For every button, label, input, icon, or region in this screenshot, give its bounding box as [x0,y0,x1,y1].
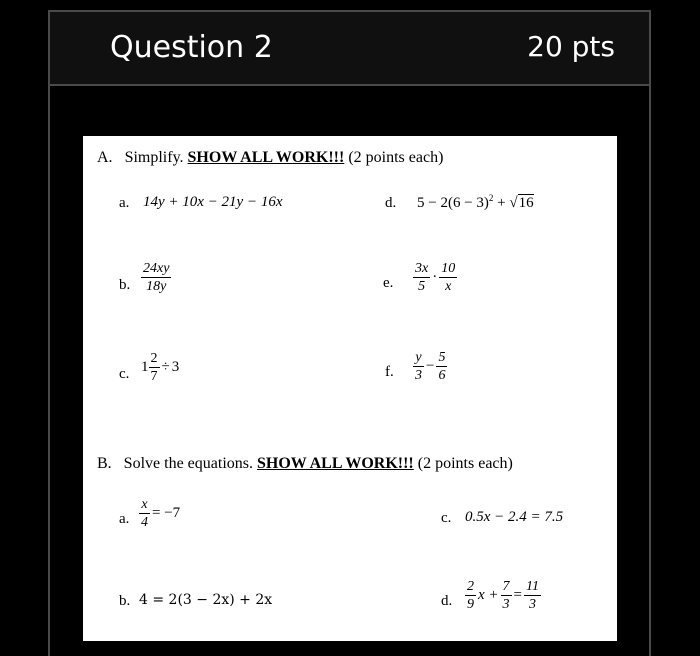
problem-b-c-expression: 0.5x − 2.4 = 7.5 [465,509,564,525]
problem-a-b-denominator: 18y [146,279,167,294]
problem-a-e-operator: · [432,268,438,285]
problem-a-e-num1: 3x [415,261,429,276]
problem-b-b-label: b. [119,593,131,609]
problem-a-c-numerator: 2 [150,351,158,366]
problem-a-c-expression [141,350,179,385]
worksheet-image [83,136,617,641]
problem-b-d-num1: 2 [467,579,474,594]
problem-b-d-label: d. [441,593,453,609]
problem-a-f-expression [413,349,447,384]
problem-b-d-num2: 7 [502,579,510,594]
question-header [48,10,651,86]
section-a-heading [97,149,443,167]
problem-b-a-label: a. [119,511,130,527]
problem-b-d-den1: 9 [467,597,474,612]
problem-a-f-label: f. [385,364,394,380]
section-a-label: A. [97,149,113,166]
sqrt-icon: √ [509,195,518,211]
problem-b-d-mid: x + [478,586,499,603]
section-b-label: B. [97,455,112,472]
problem-a-f-operator: − [426,357,435,374]
problem-a-d-exponent: 2 [488,193,494,203]
problem-a-e-num2: 10 [441,261,456,276]
problem-a-a-expression: 14y + 10x − 21y − 16x [143,194,283,210]
problem-b-c-label: c. [441,510,452,526]
problem-b-a-rhs: = −7 [152,504,181,521]
problem-a-e-expression [413,260,457,295]
problem-b-d-den2: 3 [502,597,510,612]
problem-a-f-den2: 6 [438,368,446,383]
problem-a-c-rhs: 3 [171,358,180,375]
section-b-note: (2 points each) [417,455,513,472]
problem-a-c-operator: ÷ [161,358,170,375]
problem-a-a-label: a. [119,195,130,211]
problem-a-d-radicand: 16 [518,195,534,211]
problem-b-d-expression [465,578,541,613]
problem-b-a-denominator: 4 [141,515,148,530]
problem-b-b-expression: 4 = 2(3 − 2x) + 2x [139,592,273,608]
problem-a-b-label: b. [119,277,131,293]
problem-a-d-expression [417,193,534,212]
problem-a-c-denominator: 7 [150,369,158,384]
problem-a-d-pre: 5 − 2(6 − 3) [417,195,489,211]
problem-a-d-plus: + [497,195,506,211]
problem-a-b-expression [141,260,171,295]
problem-a-e-den1: 5 [418,279,426,294]
problem-a-f-num1: y [415,350,422,365]
problem-a-f-den1: 3 [415,368,422,383]
problem-a-e-label: e. [383,275,394,291]
section-b-heading [97,455,513,473]
problem-b-a-numerator: x [141,497,148,512]
question-title: Question 2 [110,30,273,65]
problem-b-d-den3: 3 [528,597,536,612]
section-a-note: (2 points each) [348,149,444,166]
section-b-intro: Solve the equations. [123,455,253,472]
problem-a-b-numerator: 24xy [143,261,170,276]
problem-a-d-label: d. [385,195,397,211]
problem-a-c-whole: 1 [141,358,149,375]
section-a-emphasis: SHOW ALL WORK!!! [187,149,345,166]
question-points: 20 pts [527,30,615,63]
problem-a-c-label: c. [119,366,130,382]
problem-b-d-equals: = [513,586,522,603]
problem-a-f-num2: 5 [438,350,446,365]
problem-b-d-num3: 11 [526,579,539,594]
problem-b-a-expression [139,496,182,531]
section-b-emphasis: SHOW ALL WORK!!! [256,455,414,472]
problem-a-e-den2: x [445,279,452,294]
section-a-intro: Simplify. [124,149,184,166]
